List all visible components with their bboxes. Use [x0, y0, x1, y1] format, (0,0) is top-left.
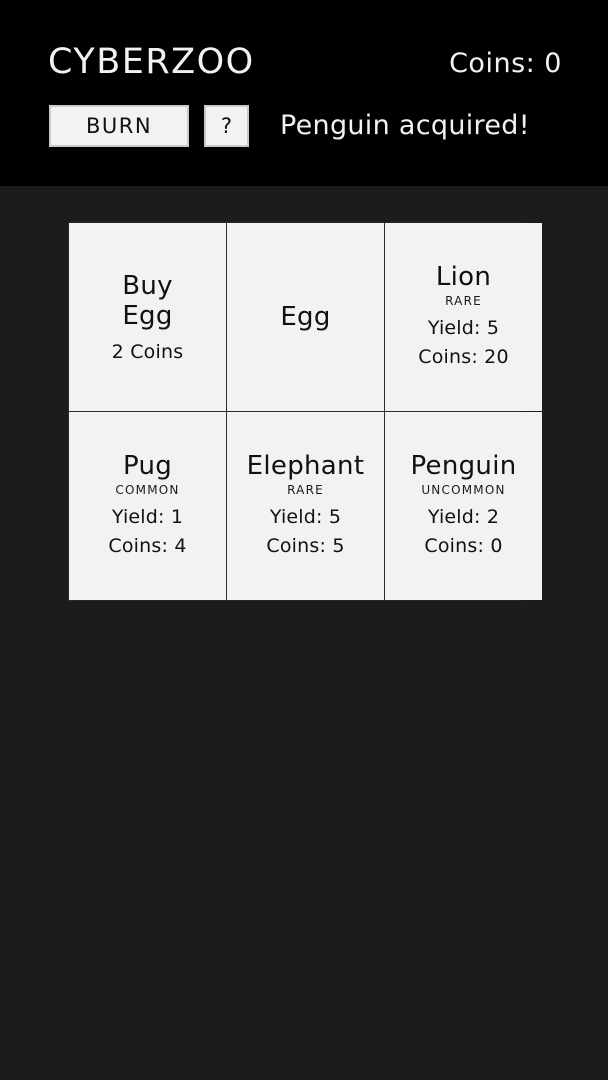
animal-coins: Coins: 4 [108, 535, 187, 557]
animal-coins: Coins: 5 [266, 535, 345, 557]
buy-egg-line1: Buy [122, 271, 173, 301]
animal-name: Lion [435, 262, 492, 292]
coin-counter: Coins: 0 [449, 48, 562, 79]
animal-coins: Coins: 0 [424, 535, 503, 557]
animal-name: Elephant [246, 451, 365, 481]
animal-rarity: UNCOMMON [421, 483, 506, 497]
zoo-grid [68, 222, 522, 601]
animal-rarity: COMMON [115, 483, 180, 497]
animal-name: Pug [122, 451, 173, 481]
animal-yield: Yield: 5 [427, 317, 500, 339]
animal-yield: Yield: 1 [111, 506, 184, 528]
egg-label: Egg [280, 302, 331, 332]
animal-cell-elephant[interactable] [227, 412, 384, 600]
animal-cell-penguin[interactable] [385, 412, 542, 600]
egg-cell[interactable] [227, 223, 384, 411]
buy-egg-cell[interactable] [69, 223, 226, 411]
animal-rarity: RARE [287, 483, 324, 497]
animal-cell-pug[interactable] [69, 412, 226, 600]
header-bar [0, 0, 608, 186]
animal-yield: Yield: 2 [427, 506, 500, 528]
burn-button[interactable]: BURN [49, 105, 189, 147]
help-button[interactable]: ? [204, 105, 249, 147]
animal-name: Penguin [410, 451, 517, 481]
buy-egg-price: 2 Coins [111, 341, 184, 363]
page-title: CYBERZOO [48, 42, 255, 82]
animal-coins: Coins: 20 [418, 346, 509, 368]
buy-egg-line2: Egg [122, 301, 173, 331]
status-message: Penguin acquired! [280, 110, 530, 141]
animal-yield: Yield: 5 [269, 506, 342, 528]
animal-rarity: RARE [445, 294, 482, 308]
animal-cell-lion[interactable] [385, 223, 542, 411]
